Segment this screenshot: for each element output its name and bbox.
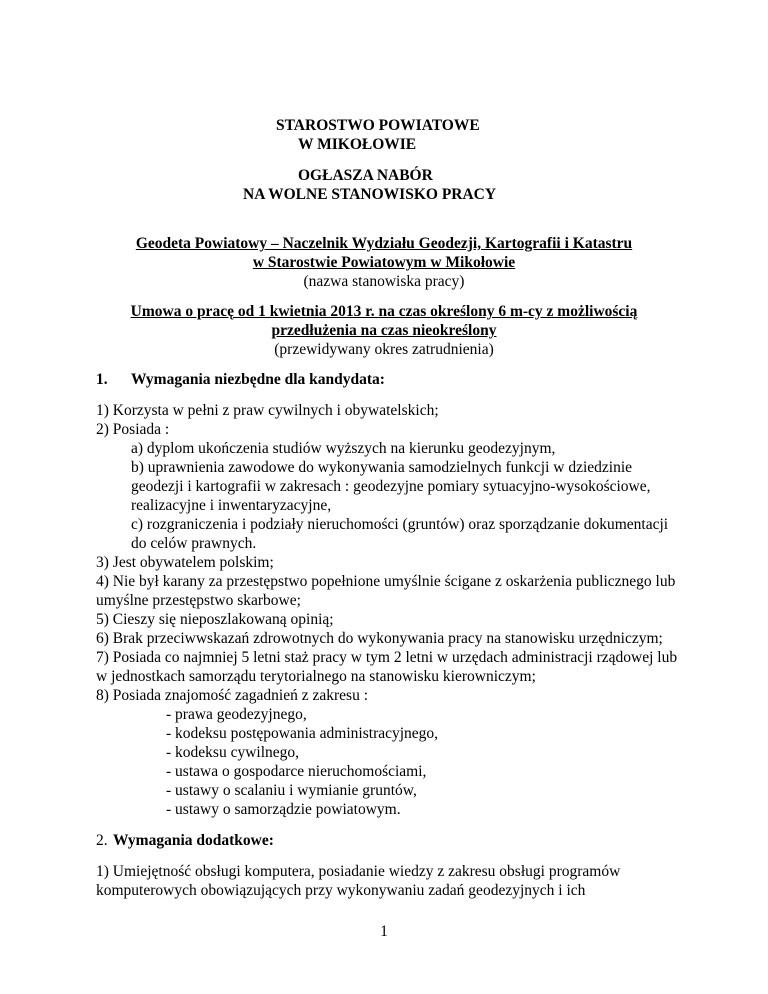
requirement-line: 3) Jest obywatelem polskim; <box>96 554 274 571</box>
requirement-subline: a) dyplom ukończenia studiów wyższych na kierunku geodezyjnym, <box>131 440 556 457</box>
section2-title: Wymagania dodatkowe: <box>113 832 274 849</box>
announcement-line2: NA WOLNE STANOWISKO PRACY <box>243 186 497 203</box>
knowledge-item: - ustawa o gospodarce nieruchomościami, <box>166 763 427 780</box>
section1-number: 1. <box>96 371 108 388</box>
knowledge-item: - kodeksu cywilnego, <box>166 744 300 761</box>
position-title-line1: Geodeta Powiatowy – Naczelnik Wydziału Geodezji, Kartografii i Katastru <box>135 235 633 252</box>
org-name-line1: STAROSTWO POWIATOWE <box>276 117 480 134</box>
requirement-subline: do celów prawnych. <box>131 535 257 552</box>
position-caption: (nazwa stanowiska pracy) <box>303 273 465 290</box>
requirement-subline: geodezji i kartografii w zakresach : geodezyjne pomiary sytuacyjno-wysokościowe, <box>131 478 651 495</box>
contract-line2: przedłużenia na czas nieokreślony <box>271 322 497 339</box>
requirement-line: umyślne przestępstwo skarbowe; <box>96 592 301 609</box>
org-name-line2: W MIKOŁOWIE <box>298 136 417 153</box>
section1-title: Wymagania niezbędne dla kandydata: <box>131 371 385 388</box>
requirement-line: 2) Posiada : <box>96 421 170 438</box>
requirement-line: w jednostkach samorządu terytorialnego na stanowisku kierowniczym; <box>96 668 536 685</box>
knowledge-item: - ustawy o samorządzie powiatowym. <box>166 801 401 818</box>
knowledge-item: - prawa geodezyjnego, <box>166 706 307 723</box>
position-title-line2: w Starostwie Powiatowym w Mikołowie <box>252 254 516 271</box>
knowledge-item: - kodeksu postępowania administracyjnego, <box>166 725 439 742</box>
requirement-line: 7) Posiada co najmniej 5 letni staż pracy w tym 2 letni w urzędach administracji rządowej lub <box>96 649 678 666</box>
requirement-line: 8) Posiada znajomość zagadnień z zakresu : <box>96 687 369 704</box>
requirement-subline: realizacyjne i inwentaryzacyjne, <box>131 497 332 514</box>
contract-caption: (przewidywany okres zatrudnienia) <box>274 341 494 358</box>
page-number: 1 <box>380 923 388 940</box>
requirement-line: 4) Nie był karany za przestępstwo popełnione umyślnie ścigane z oskarżenia publicznego lub <box>96 573 676 590</box>
knowledge-item: - ustawy o scalaniu i wymianie gruntów, <box>166 782 417 799</box>
requirement-line: 6) Brak przeciwwskazań zdrowotnych do wykonywania pracy na stanowisku urzędniczym; <box>96 630 663 647</box>
announcement-line1: OGŁASZA NABÓR <box>298 167 433 184</box>
section2-number: 2. <box>96 832 108 849</box>
requirement-line: 1) Korzysta w pełni z praw cywilnych i obywatelskich; <box>96 402 439 419</box>
additional-requirement-line: komputerowych obowiązujących przy wykonywaniu zadań geodezyjnych i ich <box>96 882 586 899</box>
additional-requirement-line: 1) Umiejętność obsługi komputera, posiadanie wiedzy z zakresu obsługi programów <box>96 863 621 880</box>
contract-line1: Umowa o pracę od 1 kwietnia 2013 r. na czas określony 6 m-cy z możliwością <box>130 303 638 320</box>
requirement-subline: c) rozgraniczenia i podziały nieruchomości (gruntów) oraz sporządzanie dokumentacji <box>131 516 669 533</box>
requirement-line: 5) Cieszy się nieposzlakowaną opinią; <box>96 611 334 628</box>
requirement-subline: b) uprawnienia zawodowe do wykonywania samodzielnych funkcji w dziedzinie <box>131 459 633 476</box>
